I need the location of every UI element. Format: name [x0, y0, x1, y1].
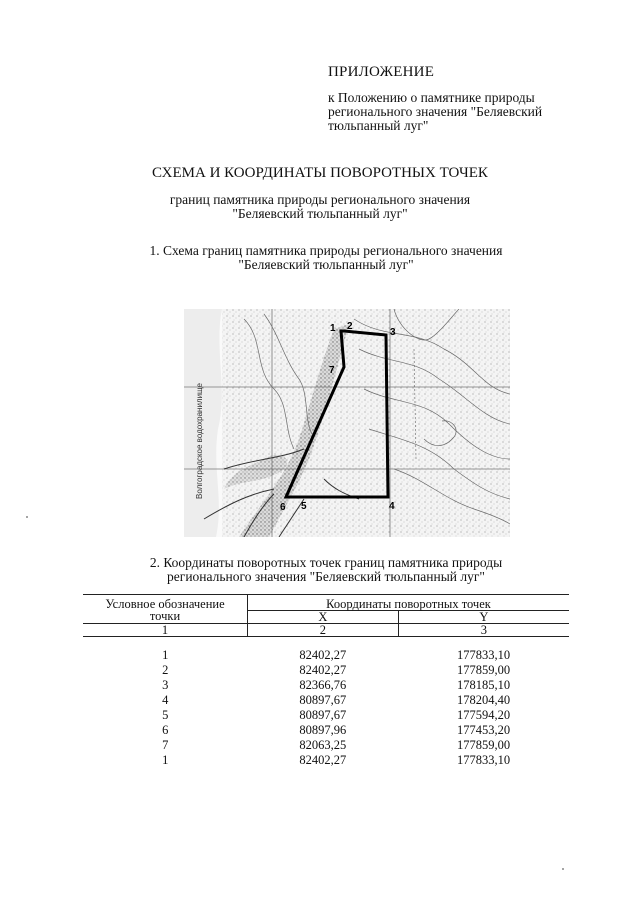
index-cell: 2 [248, 624, 399, 637]
cell-y: 177833,10 [457, 753, 511, 767]
cell-y: 178204,40 [457, 693, 511, 707]
section-1-line: 1. Схема границ памятника природы регионального значения [149, 243, 503, 258]
coordinate-rows [83, 649, 569, 769]
header-point-line: точки [149, 609, 181, 623]
table-row [83, 649, 569, 664]
cell-point: 4 [162, 693, 169, 707]
appendix-ref-line: тюльпанный луг" [328, 118, 429, 133]
table-row [83, 739, 569, 754]
section-2-line: регионального значения "Беляевский тюльпанный луг" [167, 569, 485, 584]
table-row [83, 694, 569, 709]
point-label-1: 1 [330, 323, 336, 334]
table-row [83, 754, 569, 769]
cell-point: 3 [162, 678, 169, 692]
point-label-3: 3 [390, 327, 396, 338]
section-1-heading [0, 244, 640, 272]
scan-speck [26, 516, 28, 518]
point-label-5: 5 [301, 501, 307, 512]
appendix-title: ПРИЛОЖЕНИЕ [328, 64, 435, 80]
header-point-designation [83, 595, 248, 624]
appendix-ref-line: к Положению о памятнике природы [328, 90, 535, 105]
section-1-line: "Беляевский тюльпанный луг" [238, 257, 414, 272]
cell-x: 82402,27 [299, 753, 347, 767]
cell-y: 178185,10 [457, 678, 511, 692]
section-2-line: 2. Координаты поворотных точек границ памятника природы [149, 555, 503, 570]
section-2-heading [0, 556, 640, 584]
table-row [83, 724, 569, 739]
subtitle-line: "Беляевский тюльпанный луг" [232, 206, 408, 221]
header-y: Y [398, 611, 569, 624]
cell-point: 1 [162, 753, 169, 767]
boundary-map [184, 309, 510, 537]
table-row [83, 709, 569, 724]
point-label-4: 4 [389, 501, 395, 512]
cell-y: 177859,00 [457, 738, 511, 752]
cell-y: 177594,20 [457, 708, 511, 722]
reservoir-label: Волгоградское водохранилище [195, 383, 204, 499]
scan-speck [562, 868, 564, 870]
document-subtitle [0, 193, 640, 221]
cell-x: 82366,76 [299, 678, 347, 692]
cell-point: 2 [162, 663, 169, 677]
point-label-2: 2 [347, 321, 353, 332]
cell-x: 80897,96 [299, 723, 347, 737]
table-header-row [83, 595, 569, 611]
cell-x: 82402,27 [299, 648, 347, 662]
point-label-7: 7 [329, 365, 335, 376]
cell-x: 80897,67 [299, 708, 347, 722]
cell-x: 82402,27 [299, 663, 347, 677]
table-row [83, 679, 569, 694]
cell-point: 5 [162, 708, 169, 722]
point-label-6: 6 [280, 502, 286, 513]
table-index-row [83, 624, 569, 637]
cell-y: 177833,10 [457, 648, 511, 662]
index-cell: 3 [398, 624, 569, 637]
cell-point: 1 [162, 648, 169, 662]
cell-point: 6 [162, 723, 169, 737]
cell-x: 82063,25 [299, 738, 347, 752]
cell-x: 80897,67 [299, 693, 347, 707]
header-x: X [248, 611, 399, 624]
cell-y: 177453,20 [457, 723, 511, 737]
appendix-ref-line: регионального значения "Беляевский [328, 104, 543, 119]
appendix-reference [328, 91, 588, 133]
header-point-line: Условное обозначение [105, 597, 225, 611]
cell-y: 177859,00 [457, 663, 511, 677]
coordinates-table [83, 594, 569, 769]
header-coordinates: Координаты поворотных точек [248, 595, 570, 611]
index-cell: 1 [83, 624, 248, 637]
document-title: СХЕМА И КООРДИНАТЫ ПОВОРОТНЫХ ТОЧЕК [152, 165, 488, 181]
table-row [83, 664, 569, 679]
subtitle-line: границ памятника природы регионального значения [169, 192, 471, 207]
cell-point: 7 [162, 738, 169, 752]
